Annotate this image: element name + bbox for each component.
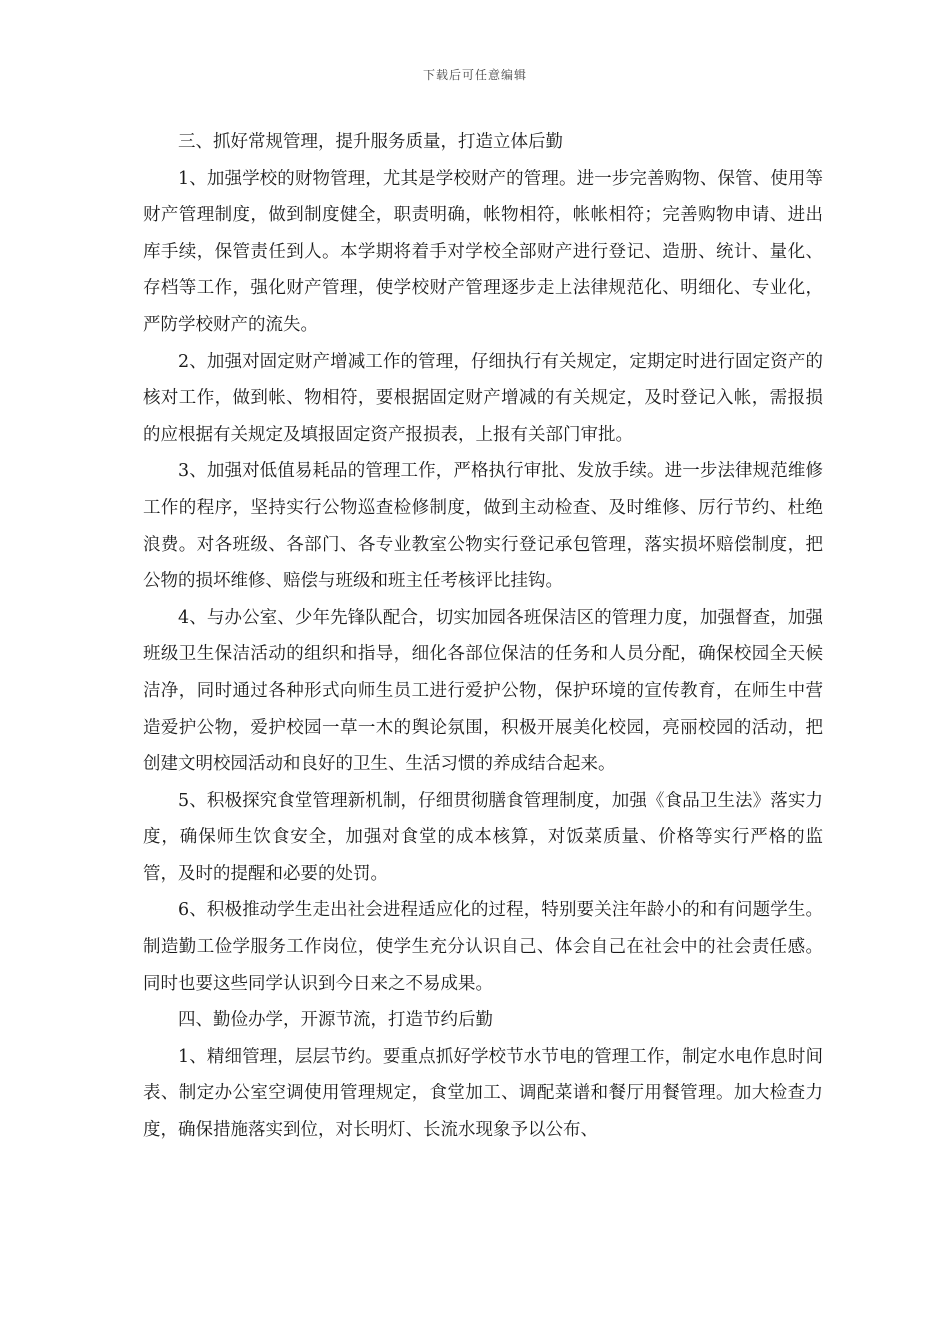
page-header-note: 下载后可任意编辑 (422, 68, 527, 82)
section-heading-4: 四、勤俭办学，开源节流，打造节约后勤 (178, 1010, 493, 1031)
paragraph-3-6: 6、积极推动学生走出社会进程适应化的过程，特别要关注年龄小的和有问题学生。制造勤工俭学服务工作岗位，使学生充分认识自己、体会自己在社会中的社会责任感。同时也要这些同学认识到今日来之不易成果。 (143, 900, 823, 994)
paragraph-3-5: 5、积极探究食堂管理新机制，仔细贯彻膳食管理制度，加强《食品卫生法》落实力度，确保师生饮食安全，加强对食堂的成本核算，对饭菜质量、价格等实行严格的监管，及时的提醒和必要的处罚。 (143, 790, 823, 884)
section-heading-3: 三、抓好常规管理，提升服务质量，打造立体后勤 (178, 132, 563, 152)
paragraph-3-2: 2、加强对固定财产增减工作的管理，仔细执行有关规定，定期定时进行固定资产的核对工作，做到帐、物相符，要根据固定财产增减的有关规定，及时登记入帐，需报损的应根据有关规定及填报固定资产报损表，上报有关部门审批。 (143, 351, 823, 445)
paragraph-3-3: 3、加强对低值易耗品的管理工作，严格执行审批、发放手续。进一步法律规范维修工作的程序，坚持实行公物巡查检修制度，做到主动检查、及时维修、厉行节约、杜绝浪费。对各班级、各部门、各专业教室公物实行登记承包管理，落实损坏赔偿制度，把公物的损坏维修、赔偿与班级和班主任考核评比挂钩。 (143, 461, 823, 592)
paragraph-4-1: 1、精细管理，层层节约。要重点抓好学校节水节电的管理工作，制定水电作息时间表、制定办公室空调使用管理规定，食堂加工、调配菜谱和餐厅用餐管理。加大检查力度，确保措施落实到位，对长明灯、长流水现象予以公布、 (143, 1046, 823, 1141)
document-body (143, 124, 823, 1149)
paragraph-3-4: 4、与办公室、少年先锋队配合，切实加园各班保洁区的管理力度，加强督查，加强班级卫生保洁活动的组织和指导，细化各部位保洁的任务和人员分配，确保校园全天候洁净，同时通过各种形式向师生员工进行爱护公物，保护环境的宣传教育，在师生中营造爱护公物，爱护校园一草一木的舆论氛围，积极开展美化校园，亮丽校园的活动，把创建文明校园活动和良好的卫生、生活习惯的养成结合起来。 (143, 607, 823, 775)
paragraph-3-1: 1、加强学校的财物管理，尤其是学校财产的管理。进一步完善购物、保管、使用等财产管理制度，做到制度健全，职责明确，帐物相符，帐帐相符；完善购物申请、进出库手续，保管责任到人。本学期将着手对学校全部财产进行登记、造册、统计、量化、存档等工作，强化财产管理，使学校财产管理逐步走上法律规范化、明细化、专业化，严防学校财产的流失。 (143, 168, 823, 335)
